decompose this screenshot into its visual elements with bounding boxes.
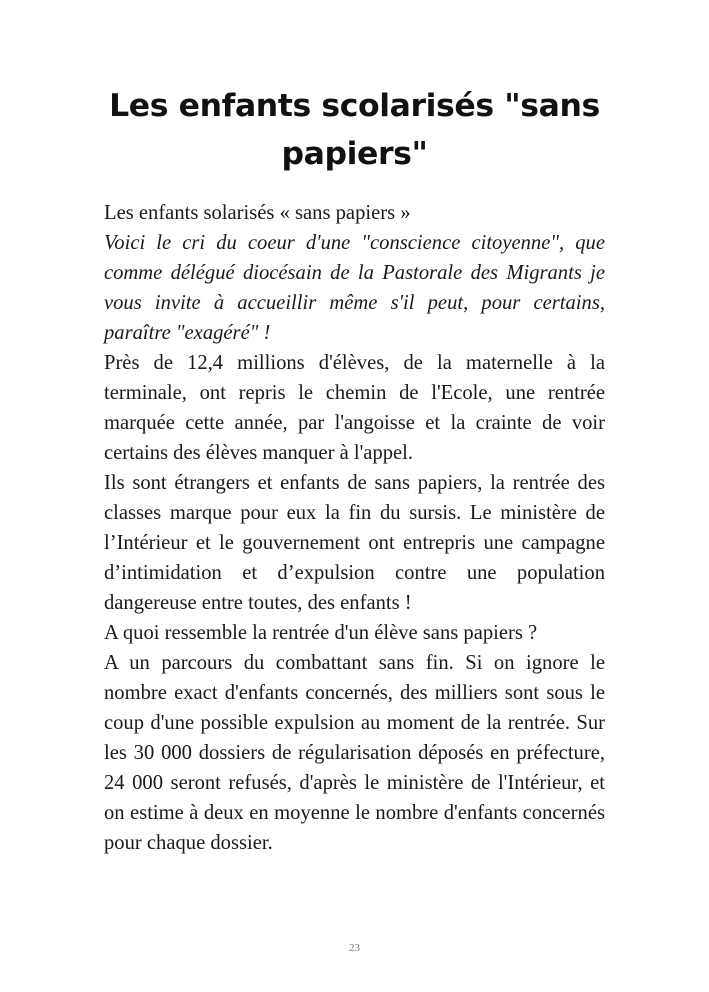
intro-paragraph: Voici le cri du coeur d'une "conscience citoyenne", que comme délégué diocésain de la Pastorale des Migrants je vous invite à accueillir même s'il peut, pour certains, paraître "exagéré" !: [104, 232, 605, 344]
page-title: Les enfants scolarisés "sans papiers": [109, 88, 600, 172]
paragraph-3: A un parcours du combattant sans fin. Si on ignore le nombre exact d'enfants concernés, des milliers sont sous le coup d'une possible expulsion au moment de la rentrée. Sur les 30 000 dossiers de régularisation déposés en préfecture, 24 000 seront refusés, d'après le ministère de l'Intérieur, et on estime à deux en moyenne le nombre d'enfants concernés pour chaque dossier.: [104, 652, 605, 854]
subtitle-line: Les enfants solarisés « sans papiers »: [104, 202, 411, 224]
paragraph-1: Près de 12,4 millions d'élèves, de la maternelle à la terminale, ont repris le chemin de l'Ecole, une rentrée marquée cette année, par l'angoisse et la crainte de voir certains des élèves manquer à l'appel.: [104, 352, 605, 464]
page-number: 23: [349, 942, 360, 954]
paragraph-2: Ils sont étrangers et enfants de sans papiers, la rentrée des classes marque pour eux la fin du sursis. Le ministère de l’Intérieur et le gouvernement ont entrepris une campagne d’intimidation et d’expulsion contre une population dangereuse entre toutes, des enfants !: [104, 472, 605, 614]
paragraph-question: A quoi ressemble la rentrée d'un élève sans papiers ?: [104, 622, 538, 644]
article-body: [104, 198, 605, 858]
